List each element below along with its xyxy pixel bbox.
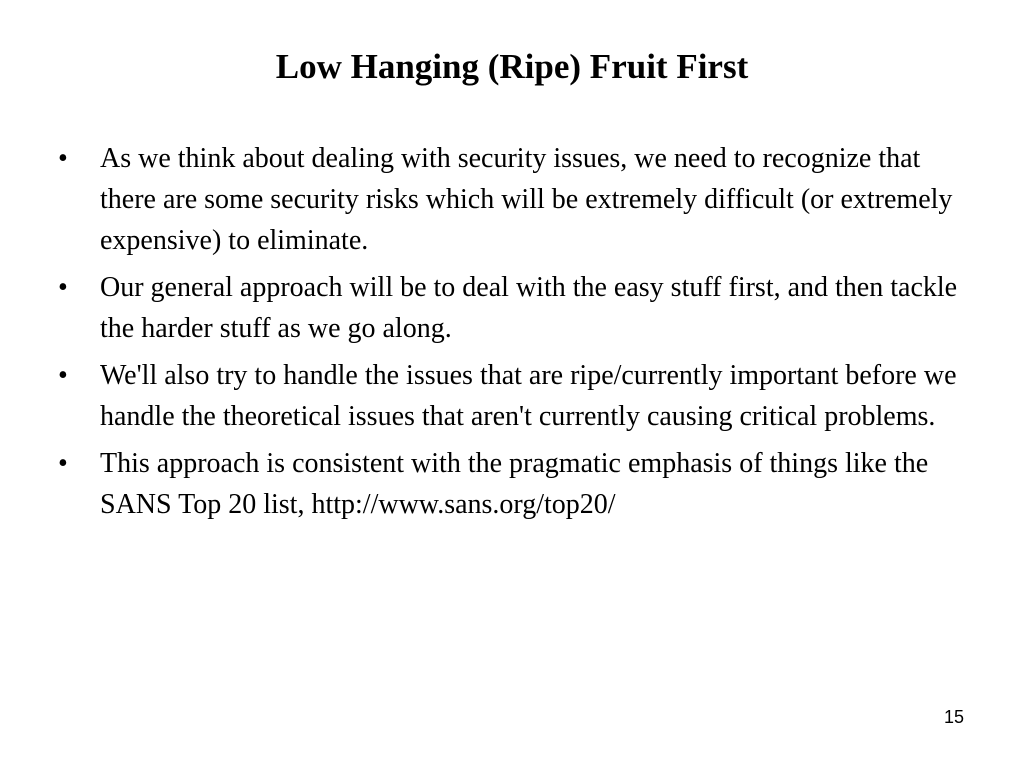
- bullet-text: As we think about dealing with security issues, we need to recognize that there are some security risks which will be extremely difficult (or extremely expensive) to eliminate.: [100, 143, 953, 256]
- bullet-item: [58, 355, 958, 437]
- bullet-text: Our general approach will be to deal with the easy stuff first, and then tackle the harder stuff as we go along.: [100, 272, 958, 344]
- slide-title: Low Hanging (Ripe) Fruit First: [275, 47, 749, 86]
- bullet-text: We'll also try to handle the issues that are ripe/currently important before we handle the theoretical issues that aren't currently causing critical problems.: [100, 360, 957, 432]
- bullet-item: [58, 443, 958, 525]
- bullet-item: [58, 267, 958, 349]
- bullet-icon: •: [58, 143, 68, 174]
- bullet-icon: •: [58, 360, 68, 391]
- bullet-text: This approach is consistent with the pragmatic emphasis of things like the SANS Top 20 list, http://www.sans.org/top20/: [100, 448, 929, 520]
- bullet-icon: •: [58, 272, 68, 303]
- bullet-list: [58, 138, 958, 531]
- bullet-item: [58, 138, 958, 261]
- page-number: 15: [943, 707, 964, 727]
- bullet-icon: •: [58, 448, 68, 479]
